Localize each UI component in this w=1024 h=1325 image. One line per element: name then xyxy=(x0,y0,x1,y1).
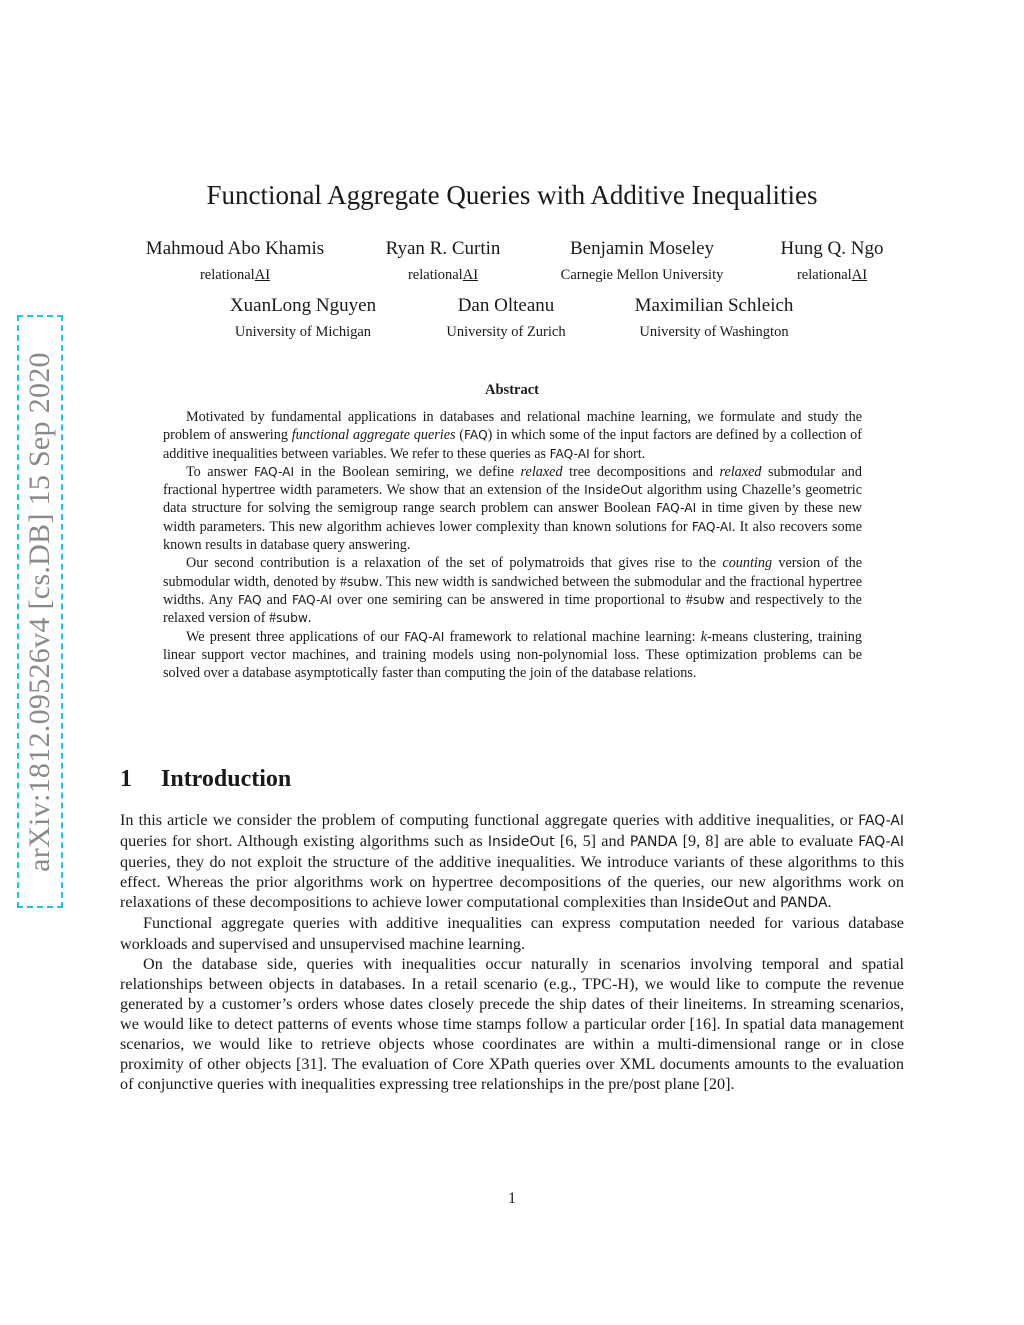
page-number: 1 xyxy=(508,1190,516,1207)
affiliation-text: relational xyxy=(796,267,852,283)
text-run: . This new width is sandwiched between the submodular and the fractional hypertree widths. Any xyxy=(163,573,863,608)
term: InsideOut xyxy=(487,834,555,851)
text-run: [9, 8] are able to evaluate xyxy=(677,832,859,851)
intro-paragraph: Functional aggregate queries with additive inequalities can express computation needed for various database workloads and supervised and unsupervised machine learning. xyxy=(120,914,904,953)
text-run: . xyxy=(827,893,832,912)
text-run: queries for short. Although existing algorithms such as xyxy=(120,832,488,851)
affiliation-underlined: AI xyxy=(851,267,868,283)
text-run: ( xyxy=(455,427,465,444)
text-run: framework to relational machine learning: xyxy=(444,628,701,645)
text-run: . xyxy=(307,610,312,627)
arxiv-stamp xyxy=(17,315,63,908)
author-affiliation xyxy=(230,322,376,342)
affiliation-text: relational xyxy=(407,267,463,283)
text-run: and respectively to the relaxed version of # xyxy=(163,591,862,627)
text-run: Our second contribution is a relaxation of the set of polymatroids that gives rise to the xyxy=(186,555,723,572)
term: InsideOut xyxy=(584,483,643,498)
text-run: in the Boolean semiring, we define xyxy=(294,463,521,480)
author-name: Mahmoud Abo Khamis xyxy=(145,238,325,259)
arxiv-id[interactable]: arXiv:1812.09526v4 [cs.DB] 15 Sep 2020 xyxy=(23,351,56,872)
text-run: and xyxy=(261,591,292,608)
author-block xyxy=(561,238,724,285)
text-run: . It also recovers some known results in database query answering. xyxy=(163,518,862,554)
text-run: Motivated by fundamental applications in databases and relational machine learning, we formulate and study the problem of answering xyxy=(163,409,862,444)
term: PANDA xyxy=(780,895,828,912)
introduction-body xyxy=(120,810,904,1094)
affiliation-text: University of Washington xyxy=(639,324,789,340)
term: FAQ-AI xyxy=(404,629,445,644)
term: subw xyxy=(347,574,379,589)
author-affiliation xyxy=(446,322,565,342)
author-name: Hung Q. Ngo xyxy=(780,238,884,259)
author-name: Dan Olteanu xyxy=(457,295,555,316)
term: subw xyxy=(276,611,308,626)
term: FAQ xyxy=(464,428,488,443)
term: FAQ-AI xyxy=(858,813,904,829)
emphasis: k xyxy=(700,628,708,645)
author-name: Ryan R. Curtin xyxy=(385,238,501,259)
author-affiliation xyxy=(781,265,884,285)
term: FAQ-AI xyxy=(858,834,904,851)
author-block xyxy=(386,238,501,285)
emphasis: relaxed xyxy=(719,463,762,480)
author-name: Maximilian Schleich xyxy=(634,295,794,316)
emphasis: functional aggregate queries xyxy=(291,427,456,444)
text-run: To answer xyxy=(186,463,254,480)
author-block xyxy=(781,238,884,285)
text-run: submodular and fractional hypertree width parameters. We show that an extension of the xyxy=(163,463,862,499)
affiliation-underlined: AI xyxy=(462,267,479,283)
author-affiliation xyxy=(561,265,724,285)
term: PANDA xyxy=(629,834,678,851)
text-run: and xyxy=(748,893,781,912)
term: FAQ-AI xyxy=(291,592,333,607)
affiliation-text: relational xyxy=(199,267,255,283)
abstract-heading: Abstract xyxy=(485,382,539,398)
term: FAQ-AI xyxy=(656,501,697,516)
author-affiliation xyxy=(386,265,501,285)
text-run: tree decompositions and xyxy=(562,463,720,480)
term: InsideOut xyxy=(681,895,749,912)
abstract-body xyxy=(163,408,862,682)
intro-paragraph xyxy=(120,810,904,913)
abstract-paragraph xyxy=(163,628,862,683)
text-run: in time given by these new width parameters. This new algorithm achieves lower complexity than known solutions for xyxy=(163,500,863,535)
section-title: Introduction xyxy=(161,766,292,792)
term: FAQ-AI xyxy=(549,446,590,461)
text-run: [6, 5] and xyxy=(554,832,630,851)
author-block xyxy=(635,295,794,342)
author-affiliation xyxy=(146,265,324,285)
text-run: version of the submodular width, denoted by # xyxy=(163,555,862,590)
author-name: Benjamin Moseley xyxy=(569,238,715,259)
abstract-paragraph xyxy=(163,463,862,554)
section-heading xyxy=(120,766,291,793)
emphasis: counting xyxy=(722,555,773,572)
term: subw xyxy=(692,592,725,607)
term: FAQ xyxy=(237,592,262,607)
paper-title: Functional Aggregate Queries with Additive Inequalities xyxy=(206,180,818,210)
text-run: In this article we consider the problem of computing functional aggregate queries with additive inequalities, or xyxy=(120,811,859,829)
text-run: -means clustering, training linear support vector machines, and training models using non-polynomial loss. These optimization problems can be solved over a database asymptotically faster than computing the join of the database relations. xyxy=(163,628,862,682)
author-block xyxy=(230,295,376,342)
author-affiliation xyxy=(635,322,794,342)
text-run: We present three applications of our xyxy=(186,628,405,645)
section-number: 1 xyxy=(120,766,132,792)
affiliation-text: University of Michigan xyxy=(234,324,372,340)
text-run: queries, they do not exploit the structure of the additive inequalities. We introduce variants of these algorithms to this effect. Whereas the prior algorithms work on hypertree decompositions of the queries, our new algorithms work on relaxations of these decompositions to achieve lower computational complexities than xyxy=(120,853,904,912)
term: FAQ-AI xyxy=(254,464,295,479)
text-run: over one semiring can be answered in time proportional to # xyxy=(332,591,693,608)
affiliation-text: University of Zurich xyxy=(446,324,566,340)
author-block xyxy=(446,295,565,342)
affiliation-text: Carnegie Mellon University xyxy=(560,267,724,283)
intro-paragraph: On the database side, queries with inequalities occur naturally in scenarios involving temporal and spatial relationships between objects in databases. In a retail scenario (e.g., TPC-H), we would like to compute the revenue generated by a customer’s orders whose dates closely precede the ship dates of their lineitems. In streaming scenarios, we would like to detect patterns of events whose time stamps follow a particular order [16]. In spatial data management scenarios, we would like to retrieve objects whose coordinates are within a multi-dimensional range or in close proximity of other objects [31]. The evaluation of Core XPath queries over XML documents amounts to the evaluation of conjunctive queries with inequalities expressing tree relationships in the pre/post plane [20]. xyxy=(120,954,904,1094)
author-name: XuanLong Nguyen xyxy=(229,295,377,316)
abstract-paragraph xyxy=(163,554,862,627)
text-run: ) in which some of the input factors are defined by a collection of additive inequalities between variables. We refer to these queries as xyxy=(163,427,862,462)
term: FAQ-AI xyxy=(691,519,732,534)
text-run: for short. xyxy=(589,445,646,462)
author-block xyxy=(146,238,324,285)
affiliation-underlined: AI xyxy=(254,267,271,283)
text-run: algorithm using Chazelle’s geometric data structure for solving the semigroup range search problem can answer Boolean xyxy=(163,482,862,517)
emphasis: relaxed xyxy=(520,463,563,480)
abstract-paragraph xyxy=(163,408,862,463)
